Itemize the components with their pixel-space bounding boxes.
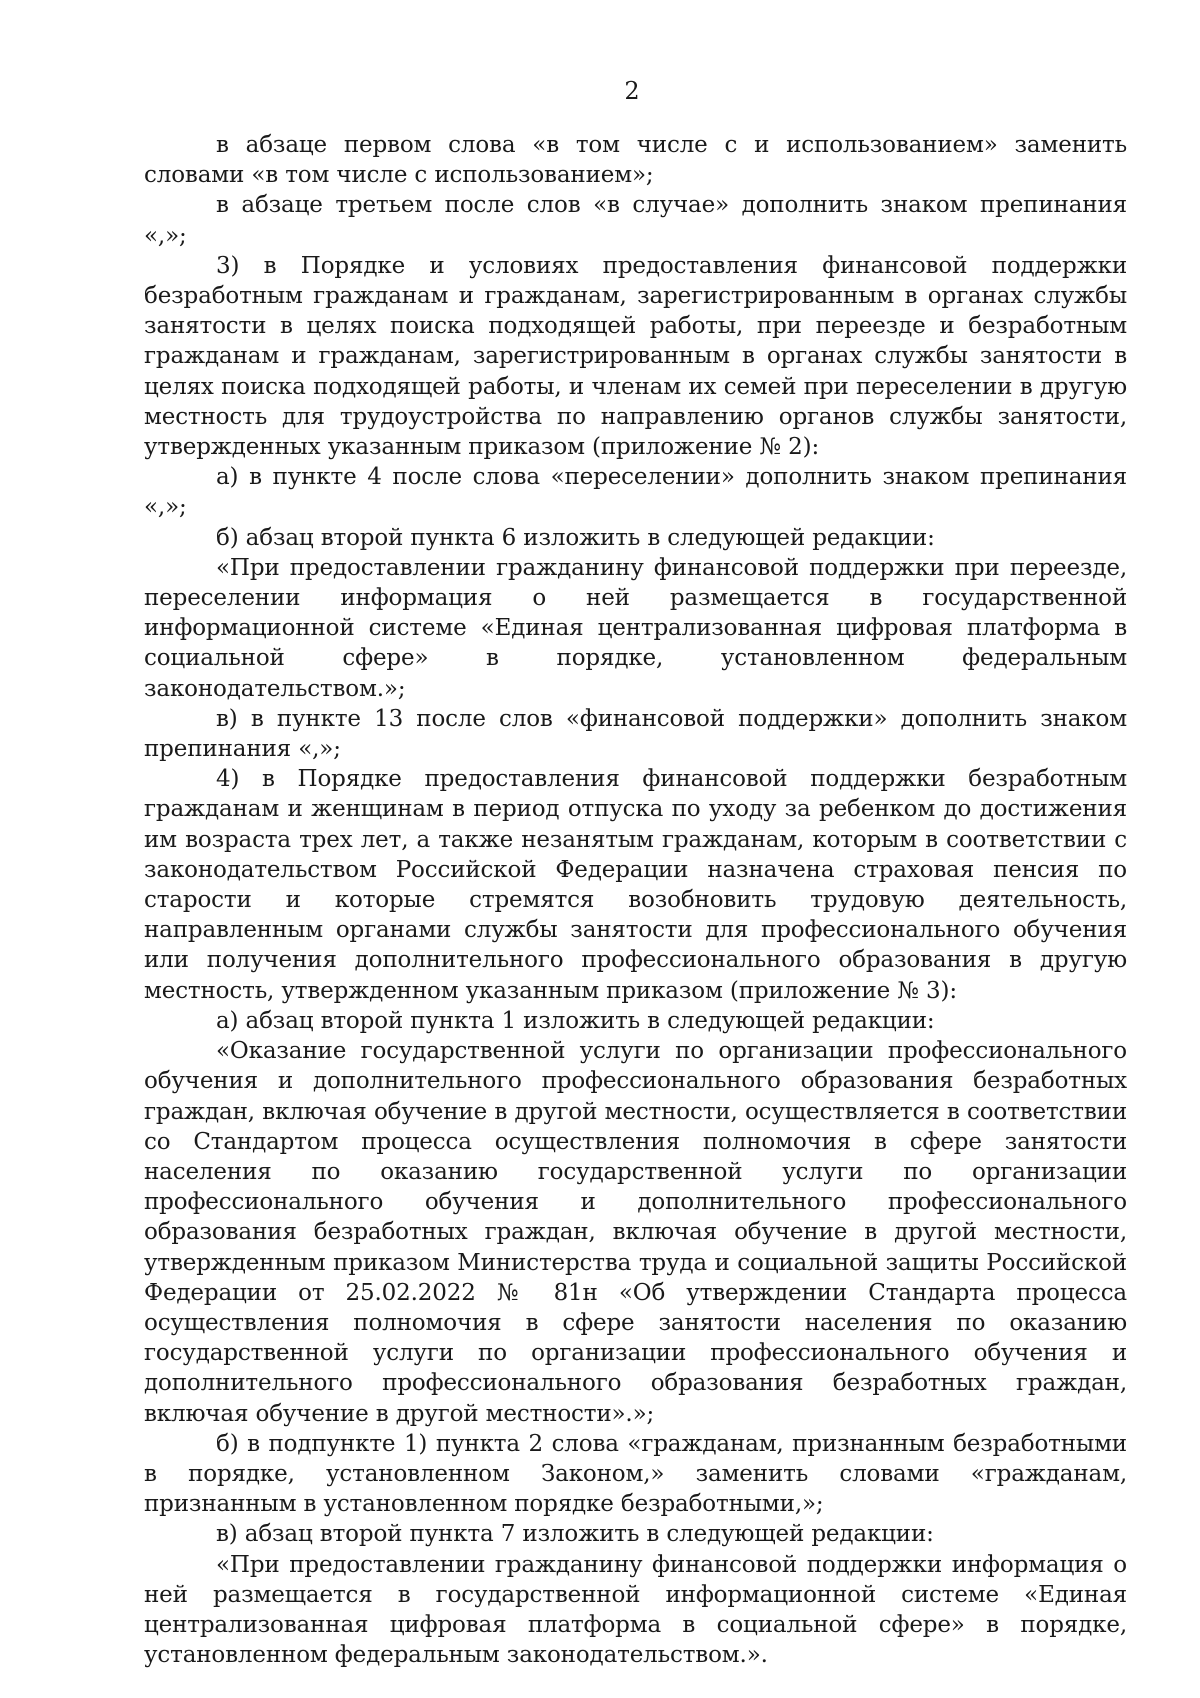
paragraph-3: 3) в Порядке и условиях предоставления финансовой поддержки безработным гражданам и гражданам, зарегистрированным в органах службы занятости в целях поиска подходящей работы, при переезде и безработным гражданам и гражданам, зарегистрированным в органах службы занятости в целях поиска подходящей работы, и членам их семей при переселении в другую местность для трудоустройства по направлению органов службы занятости, утвержденных указанным приказом (приложение № 2): [144, 252, 1127, 461]
paragraph-4: а) в пункте 4 после слова «переселении» дополнить знаком препинания «,»; [144, 464, 1127, 521]
paragraph-11: б) в подпункте 1) пункта 2 слова «гражданам, признанным безработными в порядке, установленном Законом,» заменить словами «гражданам, признанным в установленном порядке безработными,»; [144, 1430, 1127, 1518]
paragraph-6: «При предоставлении гражданину финансовой поддержки при переезде, переселении информация о ней размещается в государственной информационной системе «Единая централизованная цифровая платформа в социальной сфере» в порядке, установленном федеральным законодательством.»; [144, 554, 1127, 702]
paragraph-12: в) абзац второй пункта 7 изложить в следующей редакции: [216, 1521, 934, 1548]
paragraph-7: в) в пункте 13 после слов «финансовой поддержки» дополнить знаком препинания «,»; [144, 705, 1127, 763]
paragraph-13: «При предоставлении гражданину финансовой поддержки информация о ней размещается в государственной информационной системе «Единая централизованная цифровая платформа в социальной сфере» в порядке, установленном федеральным законодательством.». [144, 1551, 1127, 1669]
paragraph-8: 4) в Порядке предоставления финансовой поддержки безработным гражданам и женщинам в период отпуска по уходу за ребенком до достижения им возраста трех лет, а также незанятым гражданам, которым в соответствии с законодательством Российской Федерации назначена страховая пенсия по старости и которые стремятся возобновить трудовую деятельность, направленным органами службы занятости для профессионального обучения или получения дополнительного профессионального образования в другую местность, утвержденном указанным приказом (приложение № 3): [144, 766, 1127, 1004]
page-number: 2 [624, 77, 640, 105]
paragraph-5: б) абзац второй пункта 6 изложить в следующей редакции: [216, 524, 935, 551]
document-body [144, 130, 1127, 1670]
paragraph-10: «Оказание государственной услуги по организации профессионального обучения и дополнительного профессионального образования безработных граждан, включая обучение в другой местности, осуществляется в соответствии со Стандартом процесса осуществления полномочия в сфере занятости населения по оказанию государственной услуги по организации профессионального обучения и дополнительного профессионального образования безработных граждан, включая обучение в другой местности, утвержденным приказом Министерства труда и социальной защиты Российской Федерации от 25.02.2022 № 81н «Об утверждении Стандарта процесса осуществления полномочия в сфере занятости населения по оказанию государственной услуги по организации профессионального обучения и дополнительного профессионального образования безработных граждан, включая обучение в другой местности».»; [144, 1038, 1127, 1427]
paragraph-9: а) абзац второй пункта 1 изложить в следующей редакции: [216, 1007, 935, 1034]
paragraph-1: в абзаце первом слова «в том числе с и использованием» заменить словами «в том числе с использованием»; [144, 132, 1127, 189]
paragraph-2: в абзаце третьем после слов «в случае» дополнить знаком препинания «,»; [144, 192, 1127, 249]
